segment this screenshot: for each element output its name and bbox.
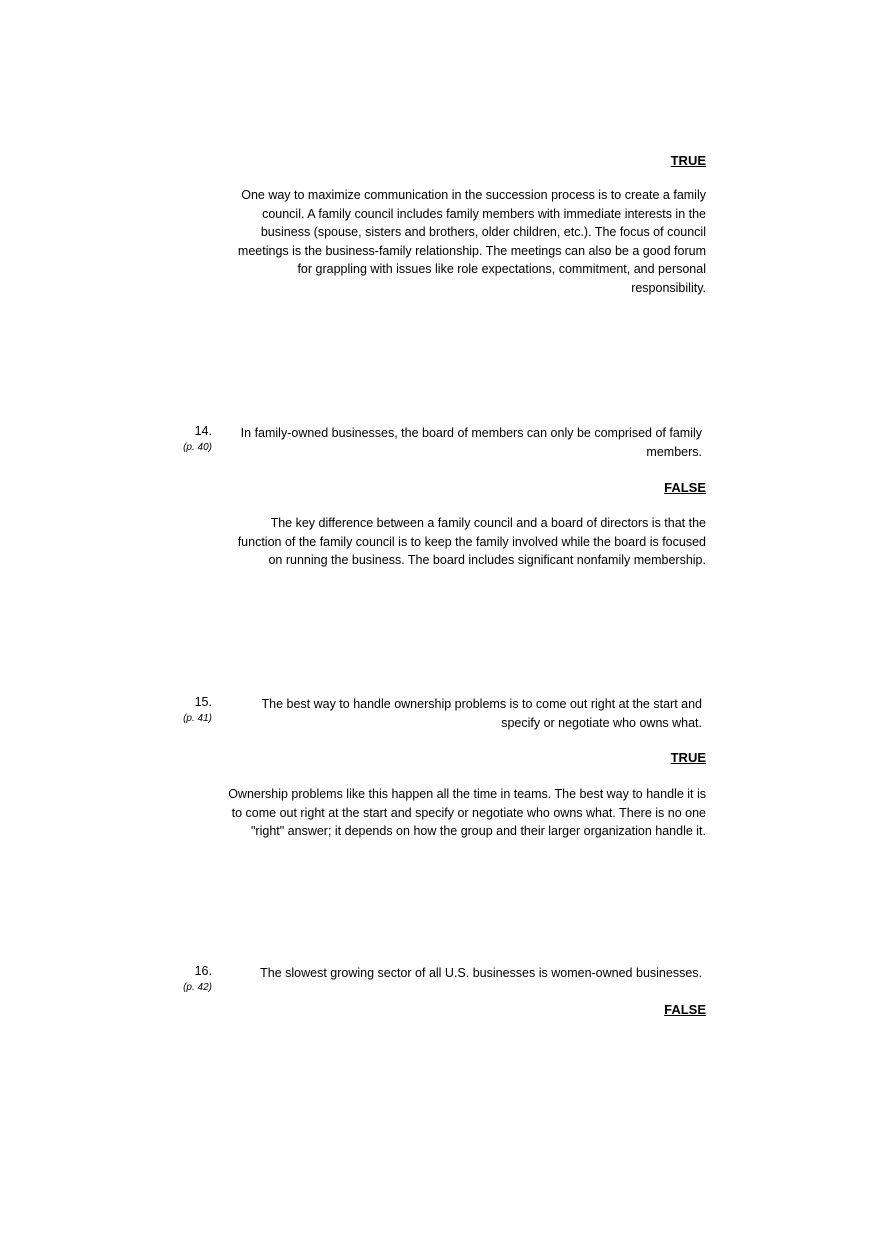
question-line: In family-owned businesses, the board of members can only be comprised of family bbox=[240, 426, 702, 440]
explanation bbox=[186, 514, 706, 570]
explanation bbox=[176, 785, 706, 841]
question-number: 15. bbox=[194, 695, 212, 709]
question-number: 16. bbox=[194, 964, 212, 978]
answer-label: TRUE bbox=[670, 750, 706, 765]
question-text bbox=[202, 424, 702, 461]
question-line: members. bbox=[646, 444, 702, 459]
question-line: The best way to handle ownership problems is to come out right at the start and bbox=[261, 697, 702, 711]
explanation-line: meetings is the business-family relationship. The meetings can also be a good forum bbox=[237, 243, 706, 258]
answer-label: FALSE bbox=[664, 480, 706, 495]
explanation-line: responsibility. bbox=[631, 280, 706, 295]
explanation-line: council. A family council includes family members with immediate interests in the bbox=[262, 206, 706, 221]
question-number: 14. bbox=[194, 424, 212, 438]
question-page-ref: (p. 41) bbox=[183, 713, 212, 724]
question-line: specify or negotiate who owns what. bbox=[501, 715, 702, 730]
explanation-line: "right" answer; it depends on how the group and their larger organization handle it. bbox=[251, 824, 706, 839]
explanation-line: Ownership problems like this happen all the time in teams. The best way to handle it is bbox=[228, 787, 706, 801]
explanation-line: for grappling with issues like role expectations, commitment, and personal bbox=[297, 262, 706, 277]
answer-label: TRUE bbox=[670, 153, 706, 168]
explanation-line: business (spouse, sisters and brothers, older children, etc.). The focus of council bbox=[260, 225, 706, 240]
explanation-line: to come out right at the start and specify or negotiate who owns what. There is no one bbox=[231, 805, 706, 820]
explanation-line: on running the business. The board includes significant nonfamily membership. bbox=[268, 553, 706, 568]
explanation-line: One way to maximize communication in the succession process is to create a family bbox=[241, 188, 706, 202]
answer-label: FALSE bbox=[664, 1002, 706, 1017]
question-text bbox=[202, 695, 702, 732]
question-text bbox=[202, 964, 702, 983]
question-page-ref: (p. 42) bbox=[183, 982, 212, 993]
question-line: The slowest growing sector of all U.S. businesses is women-owned businesses. bbox=[260, 966, 702, 980]
explanation-line: The key difference between a family council and a board of directors is that the bbox=[270, 516, 706, 530]
explanation bbox=[186, 186, 706, 298]
explanation-line: function of the family council is to keep the family involved while the board is focused bbox=[237, 534, 706, 549]
question-page-ref: (p. 40) bbox=[183, 442, 212, 453]
